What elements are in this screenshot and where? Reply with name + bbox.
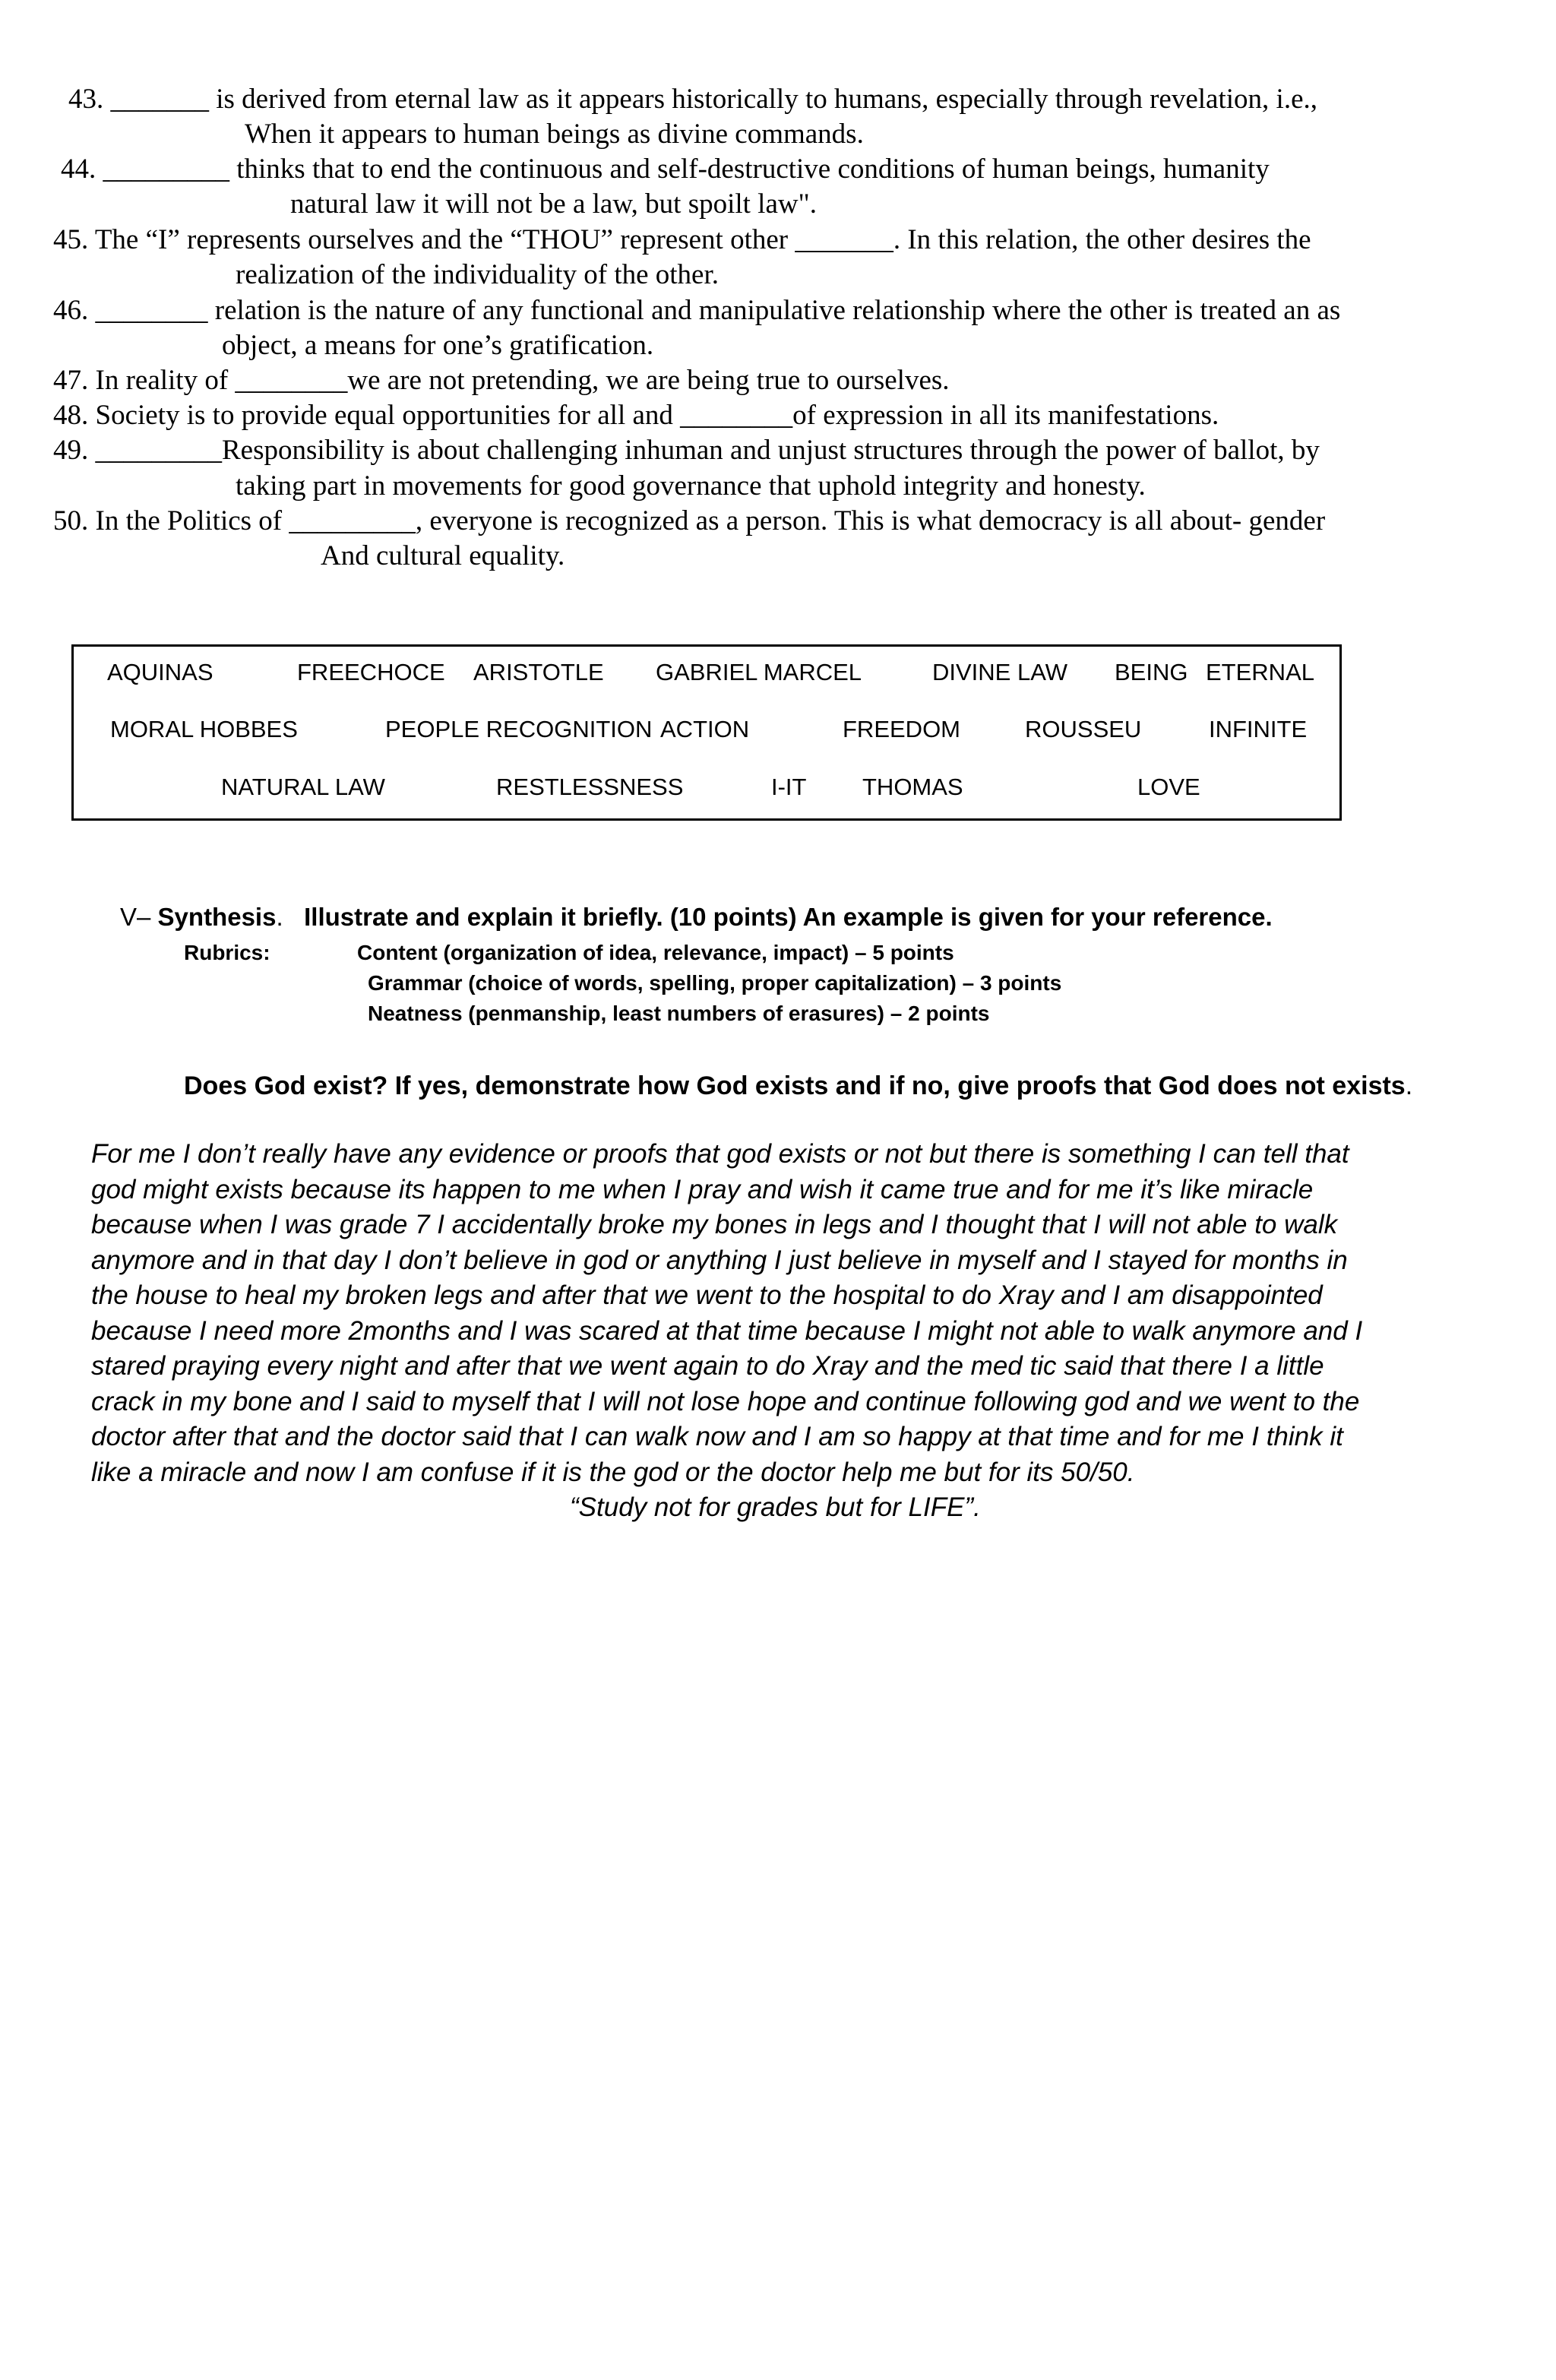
word-bank-item: THOMAS [862,774,963,800]
section-prefix: V– [120,903,151,931]
question-47-line1: 47. In reality of ________we are not pretending, we are being true to ourselves. [53,365,950,396]
question-44-line2: natural law it will not be a law, but spoilt law". [290,188,817,220]
word-bank-item: AQUINAS [107,659,213,685]
essay-line: stared praying every night and after that we went again to do Xray and the med tic said that there I a little [91,1351,1324,1381]
essay-line: because when I was grade 7 I accidentally broke my bones in legs and I thought that I will not able to walk [91,1210,1338,1239]
rubric-content: Content (organization of idea, relevance, impact) – 5 points [357,941,954,964]
word-bank-item: BEING [1115,659,1188,685]
essay-question: Does God exist? If yes, demonstrate how God exists and if no, give proofs that God does not exists. [184,1071,1413,1100]
question-46-line1: 46. ________ relation is the nature of any functional and manipulative relationship where the other is treated an as [53,295,1341,326]
rubric-neatness: Neatness (penmanship, least numbers of erasures) – 2 points [368,1002,990,1025]
essay-line: because I need more 2months and I was scared at that time because I might not able to walk anymore and I [91,1315,1363,1346]
question-49-line2: taking part in movements for good governance that uphold integrity and honesty. [236,470,1146,502]
question-50-line1: 50. In the Politics of _________, everyone is recognized as a person. This is what democracy is all about- gender [53,505,1326,536]
word-bank-item: PEOPLE RECOGNITION [385,716,653,742]
word-bank-item: INFINITE [1209,716,1308,742]
word-bank-item: RESTLESSNESS [496,774,684,800]
word-bank-item: FREEDOM [843,716,960,742]
essay-question-text: Does God exist? If yes, demonstrate how God exists and if no, give proofs that God does not exists [184,1071,1406,1100]
question-49-line1: 49. _________Responsibility is about challenging inhuman and unjust structures through the power of ballot, by [53,435,1320,466]
word-bank-item: ACTION [660,716,750,742]
essay-line: like a miracle and now I am confuse if it is the god or the doctor help me but for its 50/50. [91,1457,1135,1487]
essay-line: For me I don’t really have any evidence or proofs that god exists or not but there is something I can tell that [91,1139,1349,1169]
word-bank-item: LOVE [1137,774,1200,800]
rubrics-label: Rubrics: [184,941,270,964]
essay-answer [91,1137,1459,1526]
section-heading: V– Synthesis. Illustrate and explain it briefly. (10 points) An example is given for your reference. [120,903,1273,931]
question-45-line1: 45. The “I” represents ourselves and the “THOU” represent other _______. In this relation, the other desires the [53,224,1311,255]
word-bank-item: MORAL HOBBES [110,716,298,742]
essay-line: anymore and in that day I don’t believe in god or anything I just believe in myself and I stayed for months in [91,1245,1348,1275]
essay-line: the house to heal my broken legs and after that we went to the hospital to do Xray and I am disappointed [91,1280,1323,1310]
essay-line: doctor after that and the doctor said that I can walk now and I am so happy at that time and for me I think it [91,1422,1343,1451]
essay-line: god might exists because its happen to me when I pray and wish it came true and for me it’s like miracle [91,1174,1314,1204]
word-bank-item: NATURAL LAW [221,774,385,800]
section-instruction: Illustrate and explain it briefly. (10 points) An example is given for your reference. [304,903,1273,931]
word-bank-item: ETERNAL [1206,659,1314,685]
question-45-line2: realization of the individuality of the other. [236,259,719,290]
motto: “Study not for grades but for LIFE”. [570,1492,981,1522]
question-48-line1: 48. Society is to provide equal opportunities for all and ________of expression in all its manifestations. [53,400,1219,431]
question-43-line1: 43. _______ is derived from eternal law as it appears historically to humans, especially through revelation, i.e., [68,84,1317,115]
rubric-grammar: Grammar (choice of words, spelling, proper capitalization) – 3 points [368,971,1062,995]
word-bank-item: GABRIEL MARCEL [656,659,862,685]
question-46-line2: object, a means for one’s gratification. [222,330,654,361]
question-50-line2: And cultural equality. [321,540,565,571]
word-bank-item: ARISTOTLE [473,659,604,685]
word-bank-item: DIVINE LAW [932,659,1067,685]
word-bank [71,644,1342,821]
essay-line: crack in my bone and I said to myself that I will not lose hope and continue following god and we went to the [91,1386,1360,1416]
word-bank-item: I-IT [771,774,807,800]
section-title: Synthesis [157,903,277,931]
word-bank-item: FREECHOCE [297,659,445,685]
question-43-line2: When it appears to human beings as divine commands. [245,119,864,150]
word-bank-item: ROUSSEU [1025,716,1142,742]
question-44-line1: 44. _________ thinks that to end the continuous and self-destructive conditions of human beings, humanity [61,153,1270,185]
